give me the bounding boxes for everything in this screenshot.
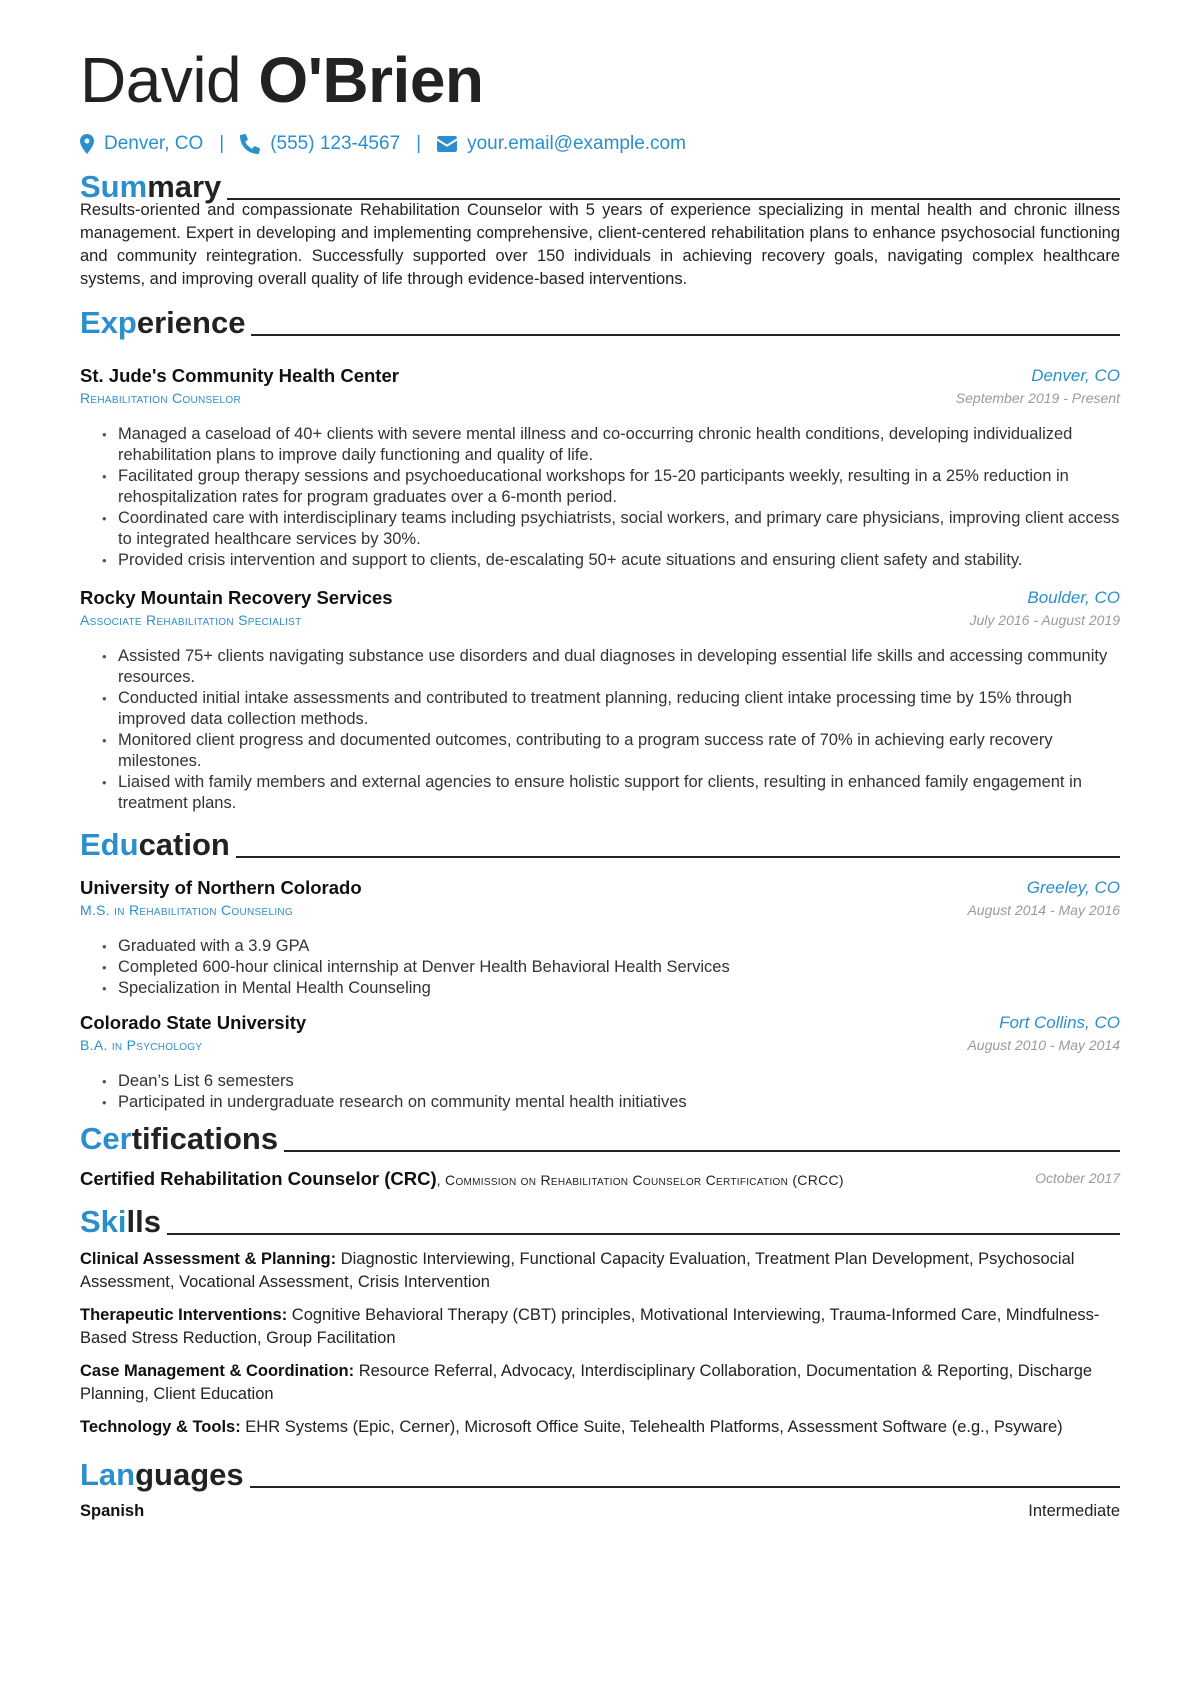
employer-name: Rocky Mountain Recovery Services: [80, 587, 393, 608]
email-item[interactable]: [437, 131, 686, 157]
section-rule: [167, 1233, 1120, 1235]
bullet-item: • Completed 600-hour clinical internship at Denver Health Behavioral Health Services: [102, 957, 1120, 978]
bullet-item: • Monitored client progress and documented outcomes, contributing to a program success rate of 70% in achieving early recovery milestones.: [102, 730, 1120, 772]
section-title: Education: [80, 827, 230, 862]
phone-text: (555) 123-4567: [270, 133, 401, 154]
school-name: Colorado State University: [80, 1012, 307, 1033]
location-text: Denver, CO: [104, 133, 204, 154]
bullet-item: • Participated in undergraduate research on community mental health initiatives: [102, 1092, 1120, 1113]
bullet-item: • Coordinated care with interdisciplinary teams including psychiatrists, social workers, and primary care physicians, improving client access to integrated healthcare services by 30%.: [102, 508, 1120, 550]
job-title: Rehabilitation Counselor: [80, 390, 241, 406]
certification-name: Certified Rehabilitation Counselor (CRC): [80, 1168, 437, 1189]
skills-heading: [80, 1204, 1120, 1240]
school-dates: August 2014 - May 2016: [967, 902, 1120, 918]
contact-separator: |: [416, 133, 422, 154]
job-dates: September 2019 - Present: [955, 390, 1120, 406]
bullet-item: • Facilitated group therapy sessions and psychoeducational workshops for 15-20 participants weekly, resulting in a 25% reduction in rehospitalization rates for program graduates over a 6-month period.: [102, 466, 1120, 508]
section-rule: [251, 334, 1120, 336]
skill-group: Therapeutic Interventions: Cognitive Behavioral Therapy (CBT) principles, Motivational Interviewing, Trauma-Informed Care, Mindfulness-Based Stress Reduction, Group Facilitation: [80, 1306, 1100, 1347]
job-dates: July 2016 - August 2019: [969, 612, 1120, 628]
last-name: O'Brien: [258, 44, 484, 116]
job-location: Boulder, CO: [1027, 588, 1120, 607]
school-name: University of Northern Colorado: [80, 877, 362, 898]
languages-heading: [80, 1457, 1120, 1493]
experience-heading: [80, 305, 1120, 341]
bullet-item: • Specialization in Mental Health Counseling: [102, 978, 1120, 999]
school-bullets: [102, 1071, 1120, 1113]
bullet-item: • Dean’s List 6 semesters: [102, 1071, 1120, 1092]
bullet-item: • Liaised with family members and external agencies to ensure holistic support for clients, resulting in enhanced family engagement in treatment plans.: [102, 772, 1120, 814]
phone-item[interactable]: [240, 131, 400, 157]
employer-name: St. Jude's Community Health Center: [80, 365, 399, 386]
job-location: Denver, CO: [1031, 366, 1120, 385]
skill-group: Technology & Tools: EHR Systems (Epic, Cerner), Microsoft Office Suite, Telehealth Platforms, Assessment Software (e.g., Psyware): [80, 1418, 1063, 1436]
certification-body: , Commission on Rehabilitation Counselor Certification (CRCC): [436, 1172, 844, 1188]
location-item: [80, 131, 203, 157]
first-name: David: [80, 44, 242, 116]
certification-date: October 2017: [1035, 1170, 1120, 1186]
bullet-item: • Managed a caseload of 40+ clients with severe mental illness and co-occurring chronic health conditions, developing individualized rehabilitation plans to improve daily functioning and quality of life.: [102, 424, 1120, 466]
bullet-item: • Conducted initial intake assessments and contributed to treatment planning, reducing client intake processing time by 15% through improved data collection methods.: [102, 688, 1120, 730]
degree: M.S. in Rehabilitation Counseling: [80, 902, 294, 918]
certifications-heading: [80, 1121, 1120, 1157]
school-dates: August 2010 - May 2014: [967, 1037, 1120, 1053]
candidate-name: [80, 38, 484, 122]
section-title: Summary: [80, 169, 222, 204]
school-location: Greeley, CO: [1026, 878, 1120, 897]
education-heading: [80, 827, 1120, 863]
map-pin-icon: [80, 134, 94, 154]
certification-item: [80, 1168, 1120, 1190]
section-rule: [284, 1150, 1120, 1152]
job-bullets: [102, 646, 1120, 814]
bullet-item: • Provided crisis intervention and support to clients, de-escalating 50+ acute situations and ensuring client safety and stability.: [102, 550, 1120, 571]
section-title: Skills: [80, 1204, 161, 1239]
section-title: Languages: [80, 1457, 244, 1492]
degree: B.A. in Psychology: [80, 1037, 203, 1053]
bullet-item: • Assisted 75+ clients navigating substance use disorders and dual diagnoses in developing essential life skills and accessing community resources.: [102, 646, 1120, 688]
job-bullets: [102, 424, 1120, 571]
contact-separator: |: [219, 133, 225, 154]
skill-group: Case Management & Coordination: Resource Referral, Advocacy, Interdisciplinary Collaboration, Documentation & Reporting, Discharge Planning, Client Education: [80, 1362, 1093, 1403]
section-title: Certifications: [80, 1121, 279, 1156]
language-level: Intermediate: [1028, 1502, 1120, 1520]
email-text: your.email@example.com: [467, 133, 686, 154]
envelope-icon: [437, 136, 457, 152]
contact-line: [80, 131, 686, 157]
summary-text: Results-oriented and compassionate Rehabilitation Counselor with 5 years of experience specializing in mental health and chronic illness management. Expert in developing and implementing comprehensive, client-centered rehabilitation plans to enhance psychosocial functioning and community reintegration. Successfully supported over 150 individuals in achieving recovery goals, navigating complex healthcare systems, and improving overall quality of life through evidence-based interventions.: [80, 201, 1120, 288]
section-rule: [236, 856, 1120, 858]
phone-icon: [240, 134, 260, 154]
section-title: Experience: [80, 305, 246, 340]
section-rule: [250, 1486, 1120, 1488]
job-title: Associate Rehabilitation Specialist: [80, 612, 302, 628]
skill-group: Clinical Assessment & Planning: Diagnostic Interviewing, Functional Capacity Evaluation, Treatment Plan Development, Psychosocial Assessment, Vocational Assessment, Crisis Intervention: [80, 1250, 1075, 1291]
school-location: Fort Collins, CO: [999, 1013, 1120, 1032]
bullet-item: • Graduated with a 3.9 GPA: [102, 936, 1120, 957]
school-bullets: [102, 936, 1120, 999]
language-name: Spanish: [80, 1502, 145, 1520]
